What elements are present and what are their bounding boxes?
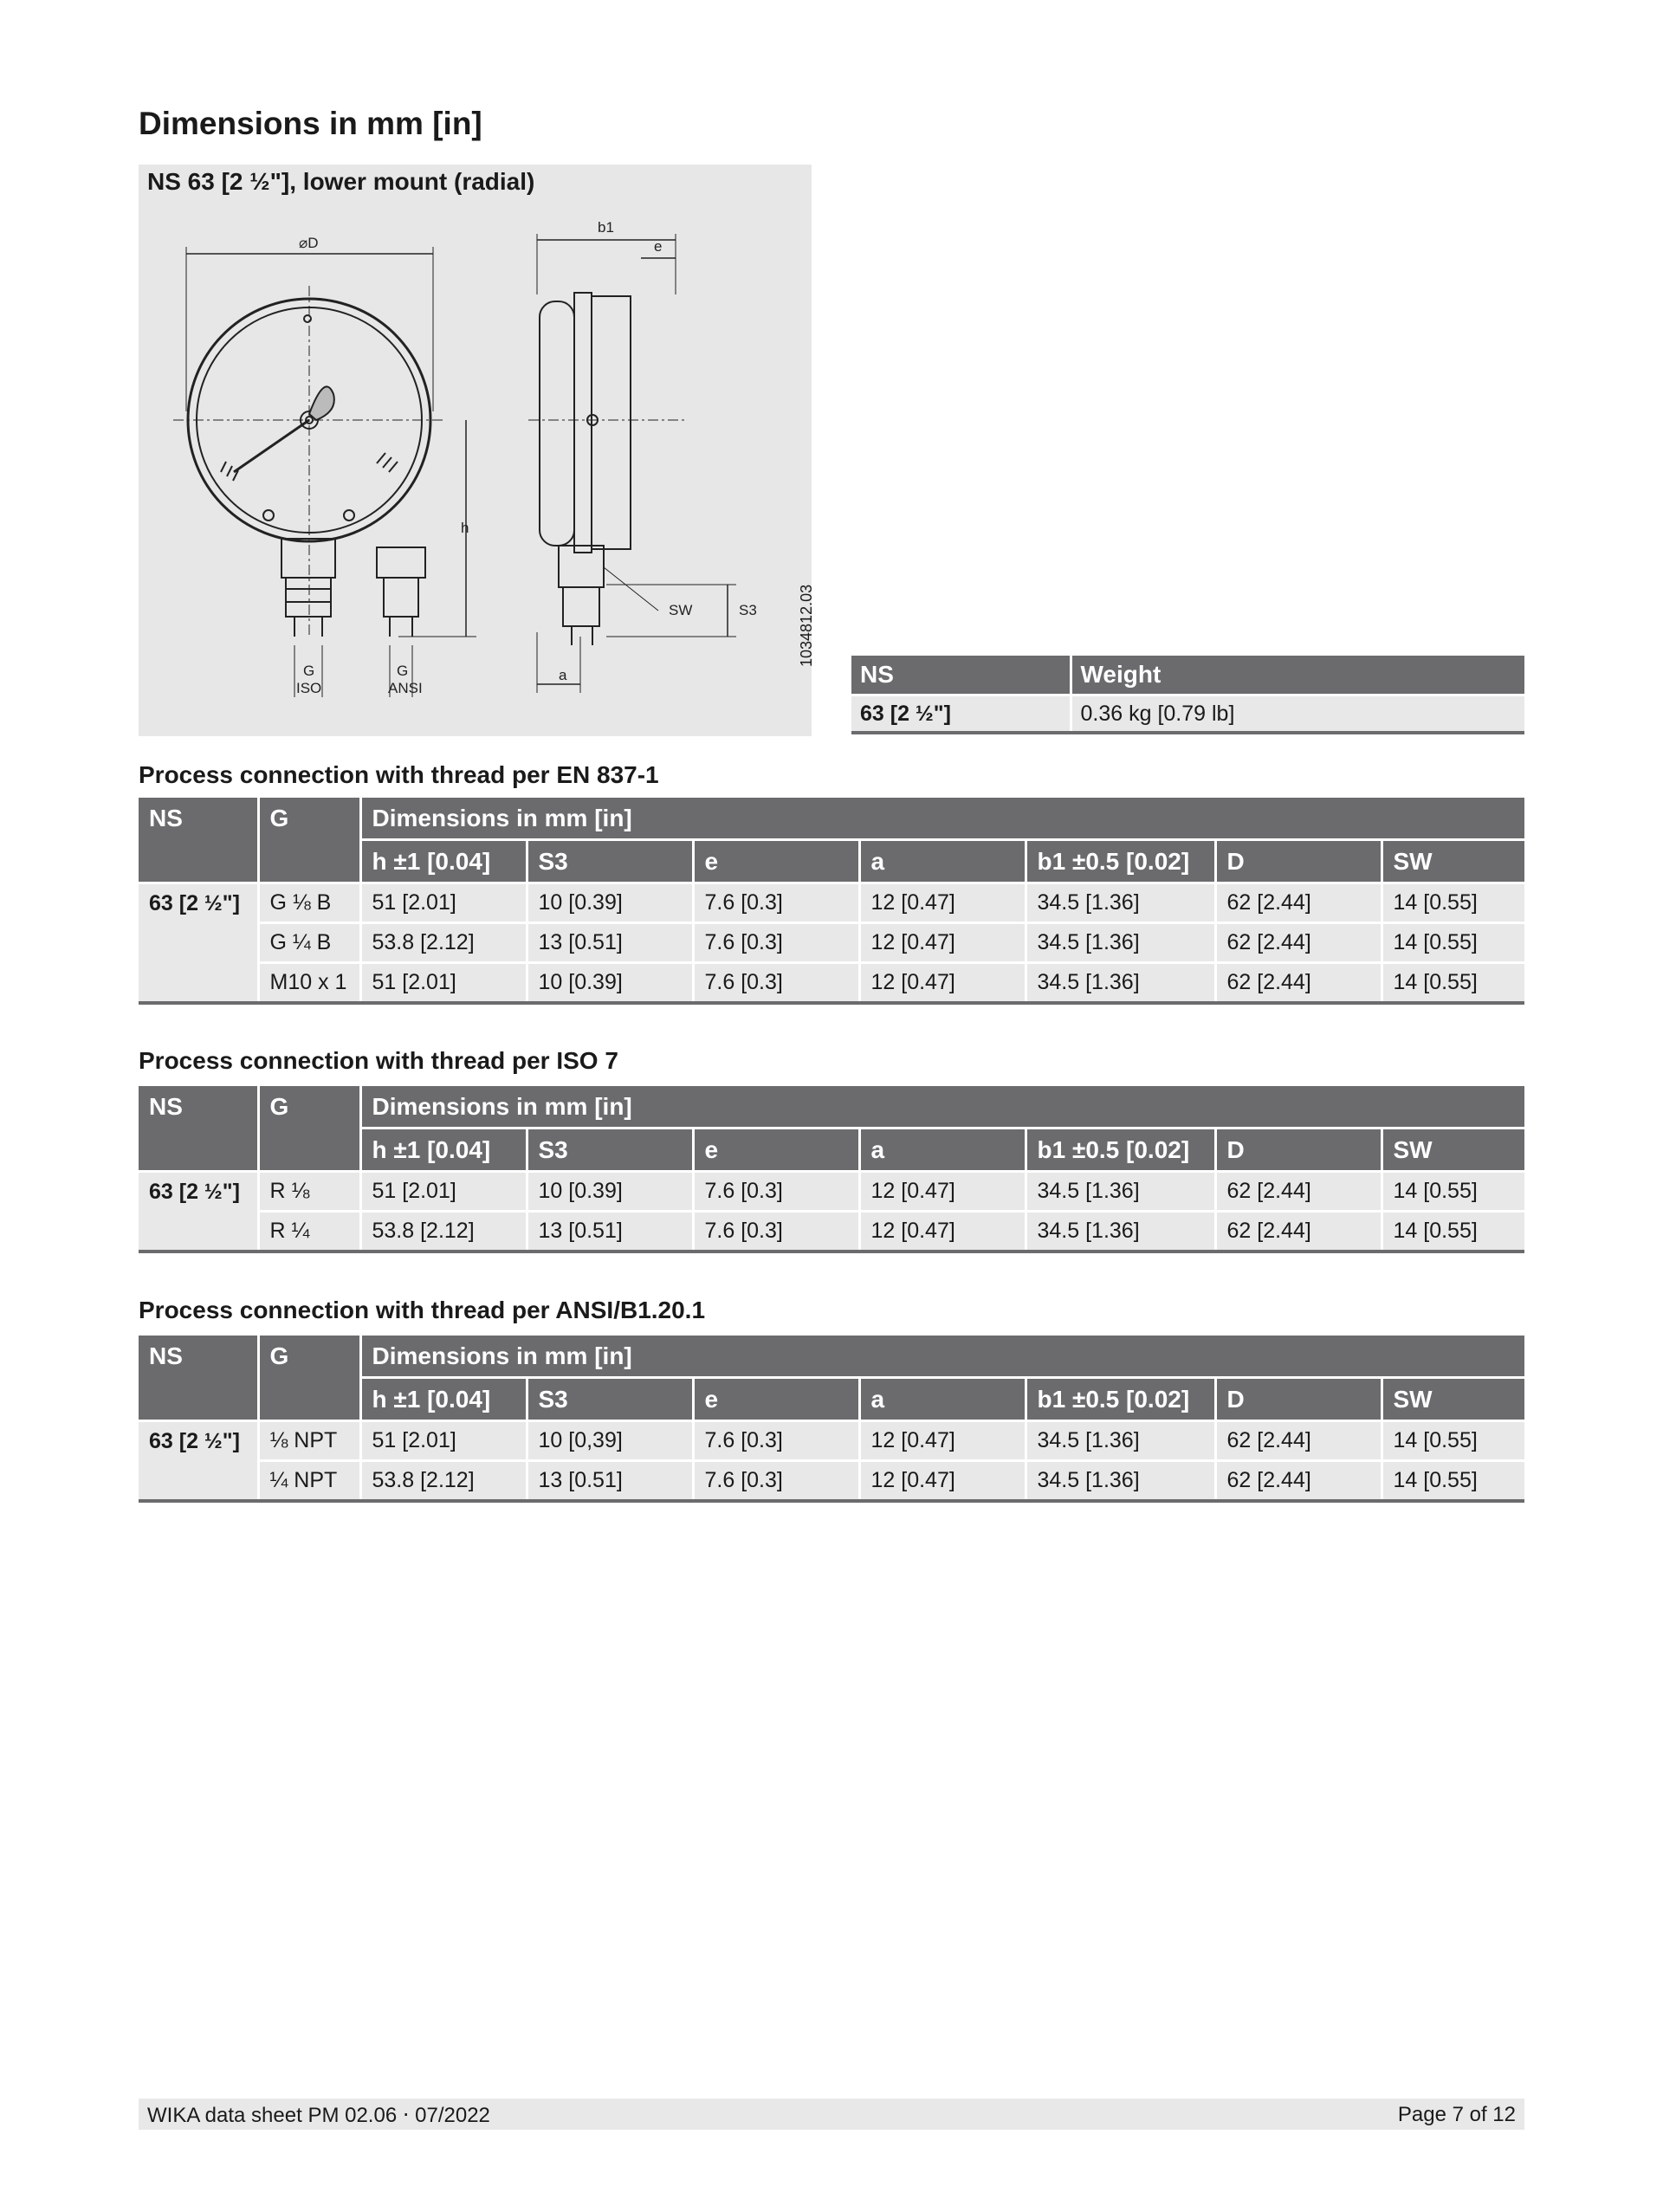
cell-h: 51 [2.01] [360, 1421, 527, 1461]
cell-a: 12 [0.47] [859, 1212, 1026, 1252]
cell-b1: 34.5 [1.36] [1026, 1212, 1215, 1252]
cell-h: 51 [2.01] [360, 963, 527, 1004]
label-ansi: ANSI [388, 680, 423, 696]
cell-h: 53.8 [2.12] [360, 1212, 527, 1252]
cell-sw: 14 [0.55] [1382, 923, 1524, 963]
header-h: h ±1 [0.04] [360, 840, 527, 883]
dimension-drawing [139, 165, 812, 736]
cell-a: 12 [0.47] [859, 883, 1026, 923]
cell-h: 51 [2.01] [360, 883, 527, 923]
dimension-table-ansi [139, 1336, 1524, 1503]
cell-s3: 13 [0.51] [527, 1212, 693, 1252]
cell-e: 7.6 [0.3] [693, 1421, 859, 1461]
header-dimensions: Dimensions in mm [in] [360, 798, 1524, 840]
page-title: Dimensions in mm [in] [139, 106, 482, 141]
drawing-number: 1034812.03 [798, 584, 815, 667]
cell-e: 7.6 [0.3] [693, 963, 859, 1004]
cell-b1: 34.5 [1.36] [1026, 923, 1215, 963]
ns-cell: 63 [2 ½"] [139, 1172, 258, 1252]
cell-b1: 34.5 [1.36] [1026, 1172, 1215, 1212]
header-b1: b1 ±0.5 [0.02] [1026, 1378, 1215, 1421]
cell-sw: 14 [0.55] [1382, 963, 1524, 1004]
cell-sw: 14 [0.55] [1382, 1421, 1524, 1461]
cell-h: 53.8 [2.12] [360, 923, 527, 963]
g-cell: G ¼ B [258, 923, 360, 963]
cell-d: 62 [2.44] [1215, 1421, 1382, 1461]
section-title: Process connection with thread per ANSI/B1.20.1 [139, 1297, 706, 1323]
header-a: a [859, 1129, 1026, 1172]
weight-header-weight: Weight [1071, 656, 1524, 695]
header-dimensions: Dimensions in mm [in] [360, 1336, 1524, 1378]
label-g-ansi: G [397, 663, 409, 679]
label-s3: S3 [739, 602, 757, 618]
label-e: e [654, 238, 663, 255]
cell-h: 53.8 [2.12] [360, 1461, 527, 1502]
header-dimensions: Dimensions in mm [in] [360, 1086, 1524, 1129]
cell-sw: 14 [0.55] [1382, 883, 1524, 923]
cell-b1: 34.5 [1.36] [1026, 963, 1215, 1004]
cell-s3: 10 [0.39] [527, 1172, 693, 1212]
cell-s3: 13 [0.51] [527, 923, 693, 963]
label-a: a [559, 667, 567, 683]
g-cell: ⅛ NPT [258, 1421, 360, 1461]
dimension-table-en837 [139, 798, 1524, 1005]
cell-d: 62 [2.44] [1215, 1461, 1382, 1502]
header-d: D [1215, 1378, 1382, 1421]
weight-header-ns: NS [851, 656, 1071, 695]
label-h: h [461, 520, 469, 536]
cell-e: 7.6 [0.3] [693, 1461, 859, 1502]
cell-e: 7.6 [0.3] [693, 883, 859, 923]
header-ns: NS [139, 798, 258, 883]
g-cell: R ⅛ [258, 1172, 360, 1212]
section-title: Process connection with thread per ISO 7 [139, 1047, 618, 1074]
cell-a: 12 [0.47] [859, 923, 1026, 963]
cell-b1: 34.5 [1.36] [1026, 1461, 1215, 1502]
g-cell: ¼ NPT [258, 1461, 360, 1502]
header-ns: NS [139, 1086, 258, 1172]
cell-sw: 14 [0.55] [1382, 1461, 1524, 1502]
footer-doc-info: WIKA data sheet PM 02.06 ⋅ 07/2022 [147, 2104, 490, 2127]
cell-a: 12 [0.47] [859, 963, 1026, 1004]
label-diameter: ⌀D [299, 235, 319, 251]
header-ns: NS [139, 1336, 258, 1421]
cell-sw: 14 [0.55] [1382, 1172, 1524, 1212]
header-b1: b1 ±0.5 [0.02] [1026, 1129, 1215, 1172]
cell-sw: 14 [0.55] [1382, 1212, 1524, 1252]
cell-e: 7.6 [0.3] [693, 1212, 859, 1252]
cell-b1: 34.5 [1.36] [1026, 1421, 1215, 1461]
header-d: D [1215, 840, 1382, 883]
header-h: h ±1 [0.04] [360, 1378, 527, 1421]
header-g: G [258, 1086, 360, 1172]
page-footer [139, 2099, 1524, 2130]
header-s3: S3 [527, 1129, 693, 1172]
header-b1: b1 ±0.5 [0.02] [1026, 840, 1215, 883]
cell-b1: 34.5 [1.36] [1026, 883, 1215, 923]
header-sw: SW [1382, 1129, 1524, 1172]
header-e: e [693, 1129, 859, 1172]
g-cell: G ⅛ B [258, 883, 360, 923]
weight-ns: 63 [2 ½"] [851, 695, 1071, 734]
cell-s3: 10 [0,39] [527, 1421, 693, 1461]
cell-d: 62 [2.44] [1215, 883, 1382, 923]
header-h: h ±1 [0.04] [360, 1129, 527, 1172]
weight-table [851, 656, 1524, 734]
ns-cell: 63 [2 ½"] [139, 1421, 258, 1502]
cell-e: 7.6 [0.3] [693, 1172, 859, 1212]
cell-s3: 13 [0.51] [527, 1461, 693, 1502]
ns-cell: 63 [2 ½"] [139, 883, 258, 1004]
header-d: D [1215, 1129, 1382, 1172]
cell-s3: 10 [0.39] [527, 883, 693, 923]
g-cell: M10 x 1 [258, 963, 360, 1004]
cell-d: 62 [2.44] [1215, 923, 1382, 963]
drawing-title: NS 63 [2 ½"], lower mount (radial) [147, 168, 535, 195]
cell-a: 12 [0.47] [859, 1172, 1026, 1212]
header-a: a [859, 1378, 1026, 1421]
cell-a: 12 [0.47] [859, 1461, 1026, 1502]
label-sw: SW [669, 602, 693, 618]
header-s3: S3 [527, 840, 693, 883]
cell-s3: 10 [0.39] [527, 963, 693, 1004]
cell-d: 62 [2.44] [1215, 1172, 1382, 1212]
cell-h: 51 [2.01] [360, 1172, 527, 1212]
footer-page-number: Page 7 of 12 [1397, 2103, 1516, 2126]
header-sw: SW [1382, 840, 1524, 883]
label-b1: b1 [598, 219, 614, 236]
cell-d: 62 [2.44] [1215, 1212, 1382, 1252]
gauge-drawing-svg [139, 165, 812, 736]
weight-value: 0.36 kg [0.79 lb] [1071, 695, 1524, 734]
header-e: e [693, 1378, 859, 1421]
header-a: a [859, 840, 1026, 883]
cell-e: 7.6 [0.3] [693, 923, 859, 963]
header-g: G [258, 1336, 360, 1421]
header-sw: SW [1382, 1378, 1524, 1421]
cell-d: 62 [2.44] [1215, 963, 1382, 1004]
cell-a: 12 [0.47] [859, 1421, 1026, 1461]
label-g-iso: G [303, 663, 315, 679]
label-iso: ISO [296, 680, 322, 696]
g-cell: R ¼ [258, 1212, 360, 1252]
dimension-table-iso7 [139, 1086, 1524, 1253]
header-s3: S3 [527, 1378, 693, 1421]
header-e: e [693, 840, 859, 883]
header-g: G [258, 798, 360, 883]
section-title: Process connection with thread per EN 837-1 [139, 761, 659, 788]
